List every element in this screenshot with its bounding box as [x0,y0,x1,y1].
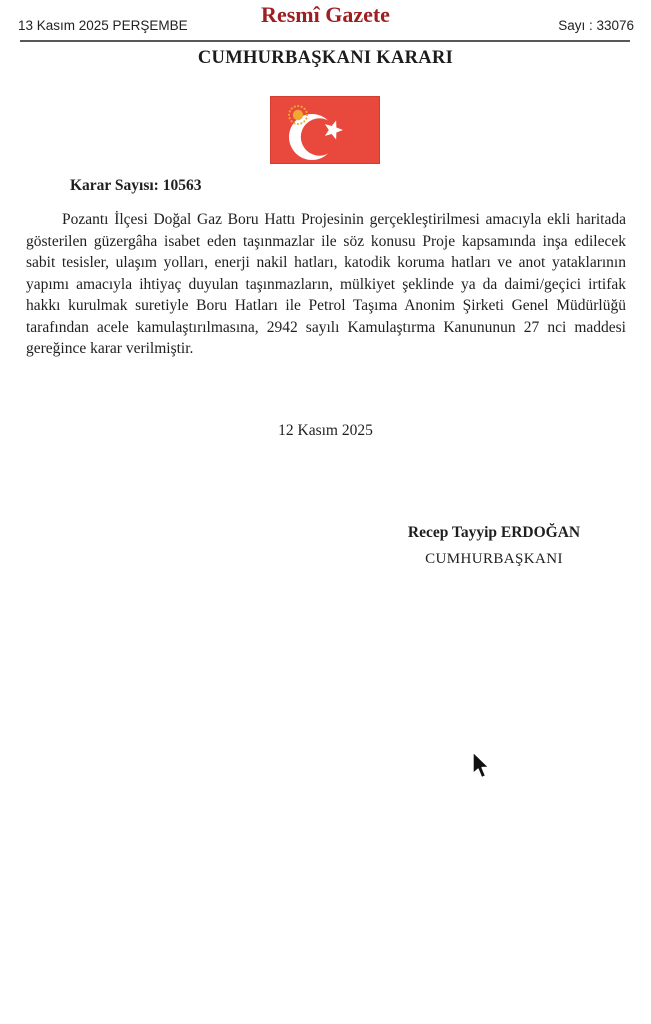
signature-block [396,524,592,568]
header-divider [20,40,630,42]
gazette-title: Resmî Gazete [261,2,390,27]
decision-number: Karar Sayısı: 10563 [70,177,202,194]
presidential-flag-icon [270,96,380,164]
signer-name: Recep Tayyip ERDOĞAN [407,524,581,541]
header-date: 13 Kasım 2025 PERŞEMBE [18,17,188,33]
decision-body-text: Pozantı İlçesi Doğal Gaz Boru Hattı Projesinin gerçekleştirilmesi amacıyla ekli haritada gösterilen güzergâha isabet eden taşınmazlar ile söz konusu Proje kapsamında inşa edilecek sabit tesisler, ulaşım yolları, enerji nakil hatları, katodik koruma hatları ve anot yataklarının yapımı amacıyla ihtiyaç duyulan taşınmazların, mülkiyet şeklinde ya da daimi/geçici irtifak hakkı kurulmak suretiyle Boru Hatları ile Petrol Taşıma Anonim Şirketi Genel Müdürlüğü tarafından acele kamulaştırılmasına, 2942 sayılı Kamulaştırma Kanununun 27 nci maddesi gereğince karar verilmiştir. [26,211,626,357]
decision-date: 12 Kasım 2025 [278,422,373,439]
header-issue-number: Sayı : 33076 [558,17,634,33]
mouse-cursor-icon [471,751,490,781]
signer-title: CUMHURBAŞKANI [425,551,563,567]
document-title: CUMHURBAŞKANI KARARI [197,48,454,68]
